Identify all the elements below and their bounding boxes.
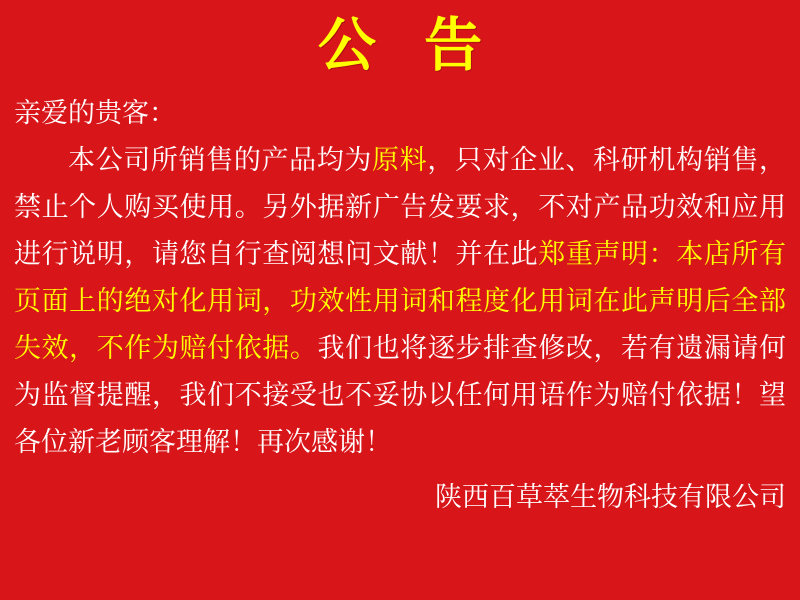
company-signature: 陕西百草萃生物科技有限公司 xyxy=(435,482,786,513)
body-segment-1-highlight: 原料 xyxy=(372,145,428,176)
body-segment-2: ，只对企业、科研机构销售，禁止个人购买使用。另外据新广告发要求，不对产品功效和应用进行说明，请您自行查阅想问文献！并在此 xyxy=(14,145,787,270)
body-segment-4: 我们也将逐步排查修改，若有遗漏请何为监督提醒，我们不接受也不妥协以任何用语作为赔付依据！望各位新老顾客理解！再次感谢！ xyxy=(14,333,787,458)
page-title: 公 告 xyxy=(317,11,497,79)
salutation: 亲爱的贵客： xyxy=(14,98,176,129)
notice-body xyxy=(0,74,800,466)
body-segment-3-highlight: 郑重声明：本店所有页面上的绝对化用词，功效性用词和程度化用词在此声明后全部失效，不作为赔付依据。 xyxy=(14,239,787,364)
notice-paragraph xyxy=(14,137,786,466)
body-segment-0: 本公司所销售的产品均为 xyxy=(68,145,373,176)
